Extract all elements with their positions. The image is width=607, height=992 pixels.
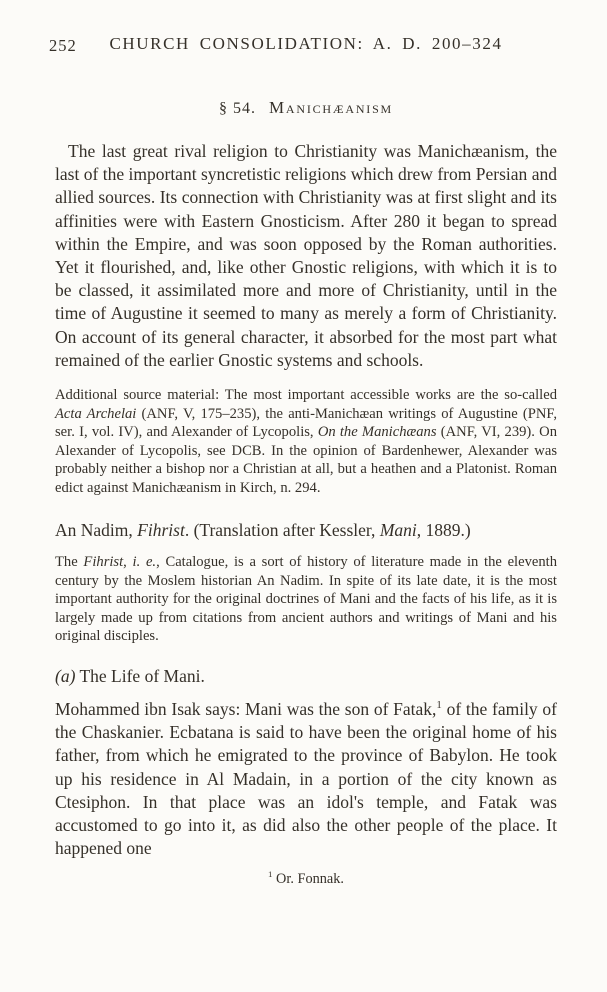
section-heading [55,98,557,118]
intro-paragraph: The last great rival religion to Christianity was Manichæanism, the last of the important syncretistic religions which drew from Persian and allied sources. Its connection with Christianity was at first slight and its affinities were with Eastern Gnosticism. After 280 it began to spread within the Empire, and was soon opposed by the Roman authorities. Yet it flourished, and, like other Gnostic religions, with which it is to be classed, it assimilated more and more of Christianity, until in the time of Augustine it seemed to many as merely a form of Christianity. On account of its general character, it absorbed for the most part what remained of the earlier Gnostic systems and schools. [55,141,557,370]
source-note-paragraph: Additional source material: The most important accessible works are the so-called Acta Archelai (ANF, V, 175–235), the anti-Manichæan writings of Augustine (PNF, ser. I, vol. IV), and Alexander of Lycopolis, On the Manichæans (ANF, VI, 239). On Alexander of Lycopolis, see DCB. In the opinion of Bardenhewer, Alexander was probably neither a bishop nor a Christian at all, but a heathen and a Platonist. Roman edict against Manichæanism in Kirch, n. 294. [55,387,557,496]
fihrist-note-paragraph: The Fihrist, i. e., Catalogue, is a sort of history of literature made in the eleventh century by the Moslem historian An Nadim. In spite of its late date, it is the most important authority for the original doctrines of Mani and the facts of his life, as it is largely made up from citations from ancient authors and writings of Mani and his original disciples. [55,554,558,645]
footnote: $^1$ Or. Fonnak. [268,869,344,888]
life-of-mani-paragraph: Mohammed ibn Isak says: Mani was the son of Fatak,$^1$ of the family of the Chaskanier. Ecbatana is said to have been the original home of his father, from which he emigrated to the province of Babylon. He took up his residence in Al Madain, in a portion of the city known as Ctesiphon. In that place was an idol's temple, and Fatak was accustomed to go into it, as did also the other people of the place. It happened one [55,698,557,859]
page-header [49,34,557,56]
nadim-source-heading: An Nadim, Fihrist. (Translation after Kessler, Mani, 1889.) [55,520,471,541]
running-title: CHURCH CONSOLIDATION: A. D. 200–324 [109,34,503,53]
section-number: § 54. [218,100,256,117]
section-title: Manichæanism [268,98,394,117]
page-number: 252 [49,36,77,55]
life-subsection-heading: (a) The Life of Mani. [55,665,205,686]
